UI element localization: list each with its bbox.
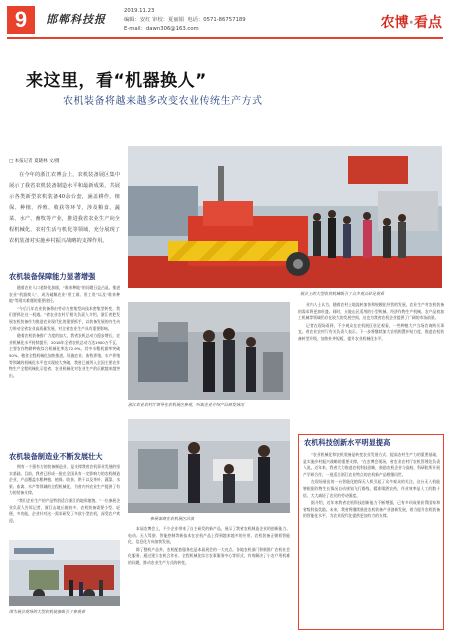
section2-heading: 农机装备制造业不断发展壮大 bbox=[9, 452, 103, 461]
headline: 来这里，看“机器换人” bbox=[26, 71, 207, 91]
editor-line bbox=[124, 16, 246, 25]
right-paragraph: 业内人士认为，随着农村土地流转加快和规模化经营的发展，农业生产对农机装备的需求将更加旺盛。同时，丘陵山区适用的小型机械、经济作物生产机械、农产品初加工机械等领域仍存在较大的发展空间，这也为我省农机企业提供了广阔的市场前景。 bbox=[298, 302, 444, 321]
header-info bbox=[124, 7, 246, 34]
section1-paragraph: 随着农业人口老龄化加剧，“谁来种地”的问题日益凸显。推进农业“机器换人”，成为破解农业“用工难、用工贵”以及“谁来种地”等现实难题的重要途径。 bbox=[9, 285, 120, 304]
issue-date: 2019.11.23 bbox=[124, 8, 155, 14]
officials-visit-illustration bbox=[128, 302, 290, 400]
page-number: 9 bbox=[7, 6, 35, 34]
bottom-left-photo-caption: 图为展会现场的大型农机装备吸引了参观者 bbox=[9, 609, 85, 614]
right-column bbox=[298, 302, 444, 430]
middle-paragraph: 本届农博会上，不少企业带来了自主研发的新产品，展示了我省农机制造企业的创新能力。电动、无人驾驶、智能控制等新技术在农机产品上得到越来越多的应用，农机装备正朝着智能化、信息化方向加快发展。 bbox=[128, 526, 290, 545]
middle-photo-2 bbox=[128, 419, 290, 513]
section3-heading: 农机科技创新水平明显提高 bbox=[304, 438, 391, 447]
section-main: 农博 bbox=[380, 15, 409, 31]
main-photo-caption: 展会上的大型收获机械吸引了众多观众驻足观看 bbox=[300, 291, 384, 296]
middle-photo-1-caption: 浙江农业农村厅领导在农机展区参观，听取企业介绍产品研发情况 bbox=[128, 402, 244, 407]
email: E-mail：dawn306@163.com bbox=[124, 26, 199, 32]
middle-column bbox=[128, 526, 290, 626]
phone: 电话：0571-86757189 bbox=[187, 17, 246, 23]
section3-paragraph: “农业机械化和农机装备是转变农业发展方式、提高农村生产力的重要基础，是实施乡村振兴战略的重要支撑。”在农博会现场，省农业农村厅农机管理处负责人说。近年来，我省大力推进农机科技创新，鼓励农机企业与高校、科研院所开展产学研合作，一批适合浙江农业特点的农机新产品相继问世。 bbox=[303, 452, 440, 477]
sidebar-text bbox=[303, 452, 440, 626]
bottom-left-photo bbox=[9, 540, 120, 606]
subhead: 农机装备将越来越多改变农业传统生产方式 bbox=[63, 96, 263, 107]
section1-heading: 农机装备保障能力显著增强 bbox=[9, 272, 96, 281]
section3-paragraph: 据介绍，近年来我省农机科技创新能力不断增强，已有多项成果获得国家和省级科技奖励。未来，我省将继续推进农机装备产业创新发展，着力提升农机装备的智能化水平，为农业现代化提供更加有力的支撑。 bbox=[303, 500, 440, 519]
business-talks-illustration bbox=[128, 419, 290, 513]
section1-paragraph: “今后几年农业装备将由劳动力密集型向技术密集型转变，我们要抓住这一机遇。”省农业农村厅相关负责人介绍，浙江省把发展农机装备作为推进农业现代化的重要抓手，以装备发展的内生动力带动全省农业高质量发展，对全省农业生产具有重要影响。 bbox=[9, 305, 120, 331]
middle-paragraph: 除了整机产品外，农机配套服务也是本届展会的一大亮点。各地农机部门积极推广农机社会化服务，通过建立农机合作社、全程机械化综合农事服务中心等形式，有效解决了小农户用机难的问题，推动农业生产方式的转变。 bbox=[128, 546, 290, 565]
middle-photo-2-caption: 参展客商在农机展区洽谈 bbox=[150, 516, 194, 521]
section1-paragraph: 随着农机装备推广力度的加大，我省农机总动力稳步增长，农业机械化水平持续提升，2018年全省农机总动力达1900万千瓦，主要农作物耕种收综合机械化率达72.9%，其中水稻机插率突破50%，粮食全程机械化加快推进。设施农业、畜牧养殖、水产养殖等领域的机械化水平也实现较大突破，我省已被列入全国主要农作物生产全程机械化示范省，农业机械化对农业生产的贡献越来越突出。 bbox=[9, 333, 120, 378]
section-sub: 看点 bbox=[414, 15, 442, 31]
middle-photo-1 bbox=[128, 302, 290, 400]
byline: □ 本报记者 夏晓林 文/摄 bbox=[9, 159, 60, 164]
main-photo bbox=[128, 146, 442, 288]
expo-crowd-illustration bbox=[9, 540, 120, 606]
section2-paragraph: 拥有一个强有力的装备制造业，是支撑我省农机事业发展的坚实基础。目前，我省已形成一批在全国具有一定影响力的农机制造企业，产品覆盖水稻种植、植保、收获、烘干以及茶叶、蔬菜、水果、畜禽、水产等领域的全程机械化，为省内外农业生产提供了有力的装备支撑。 bbox=[9, 464, 120, 496]
header-rule bbox=[7, 37, 443, 39]
masthead: 邯郸科技报 bbox=[46, 13, 106, 26]
harvester-exhibit-illustration bbox=[128, 146, 442, 288]
editor: 编辑：安红 审校：夏丽娟 bbox=[124, 17, 184, 23]
section-dot: · bbox=[408, 15, 414, 31]
section3-paragraph: 在现场展出的一台智能化植保无人机引起了众多观众的关注。这台无人机能够根据作物生长情况自动规划飞行路线，精准喷洒农药，作业效率是人工的数十倍，大大减轻了农民的劳动强度。 bbox=[303, 479, 440, 498]
right-paragraph: 记者在现场看到，不少观众在农机展区驻足观看，一些种植大户当场咨询购买事宜。省农业农村厅有关负责人表示，下一步将继续加大农机购置补贴力度，推进农机装备转型升级，加快补齐短板，提升农业机械化水平。 bbox=[298, 322, 444, 341]
left-column-section2 bbox=[9, 464, 120, 538]
section-tag bbox=[381, 12, 442, 32]
intro-paragraph: 在今年的浙江农博会上，农机装备展区集中展示了我省农机装备制造水平和最新成果，共展示各类新型农机装备40余台套，涵盖耕作、植保、种植、养殖、收获等环节，涉及粮食、蔬菜、水产、畜牧等产业，推进我省农业生产向全程机械化、农村生活与机化等领域，充分展现了农机装备对实施乡村振兴战略的支撑作用。 bbox=[9, 172, 120, 244]
section2-paragraph: “我们企业生产的产品特别适合浙江的地形地貌。”一位参展企业负责人告诉记者，浙江山地丘陵较多，农机装备需要小型、轻便、多功能，企业针对这一需求研发了多款小型农机，深受农户欢迎。 bbox=[9, 497, 120, 523]
left-column bbox=[9, 285, 120, 449]
